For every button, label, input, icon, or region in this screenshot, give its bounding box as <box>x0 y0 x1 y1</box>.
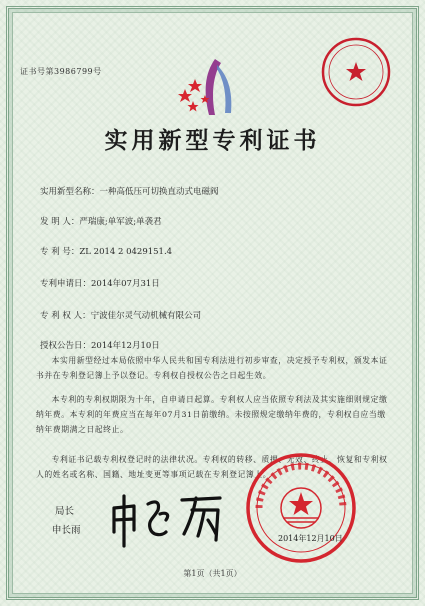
field-inventor <box>40 215 162 227</box>
page-footer: 第1页（共1页） <box>183 569 242 578</box>
inventor-value: 严瑞康;单军波;单袭君 <box>79 217 162 227</box>
patent-office-logo-icon <box>175 55 250 120</box>
director-title: 局长 <box>55 506 75 517</box>
body-paragraph-3: 专利证书记载专利权登记时的法律状况。专利权的转移、质押、无效、终止、恢复和专利权人的姓名或名称、国籍、地址变更等事项记载在专利登记簿上。 <box>36 455 388 479</box>
body-paragraph-2: 本专利的专利权期限为十年，自申请日起算。专利权人应当依照专利法及其实施细则规定缴纳年费。本专利的年费应当在每年07月31日前缴纳。未按照规定缴纳年费的，专利权自应当缴纳年费期满之日起终止。 <box>36 395 388 434</box>
patent-number-value: ZL 2014 2 0429151.4 <box>79 247 173 257</box>
name-value: 一种高低压可切换直动式电磁阀 <box>99 187 219 197</box>
patentee-label: 专 利 权 人： <box>40 311 91 321</box>
name-label: 实用新型名称： <box>40 187 100 197</box>
field-utility-model-name <box>40 185 219 197</box>
body-paragraph-1: 本实用新型经过本局依照中华人民共和国专利法进行初步审查，决定授予专利权，颁发本证书并在专利登记簿上予以登记。专利权自授权公告之日起生效。 <box>36 356 388 380</box>
filing-date-label: 专利申请日： <box>40 279 92 289</box>
inventor-label: 发 明 人： <box>40 217 80 227</box>
field-patentee <box>40 309 201 321</box>
field-filing-date <box>40 277 160 289</box>
field-patent-number <box>40 245 172 257</box>
handwritten-signature-icon <box>100 490 230 550</box>
seal-date: 2014年12月10日 <box>278 534 343 543</box>
patentee-value: 宁波佳尔灵气动机械有限公司 <box>90 311 202 321</box>
director-name: 申长雨 <box>52 525 81 536</box>
certificate-number: 证书号第3986799号 <box>20 67 102 76</box>
field-grant-date <box>40 339 160 351</box>
grant-date-label: 授权公告日： <box>40 341 92 351</box>
certificate-title: 实用新型专利证书 <box>104 127 321 154</box>
agency-stamp-icon <box>320 36 392 108</box>
national-ip-office-seal-icon <box>245 452 357 564</box>
filing-date-value: 2014年07月31日 <box>91 279 160 289</box>
patent-number-label: 专 利 号： <box>40 247 80 257</box>
grant-date-value: 2014年12月10日 <box>91 341 160 351</box>
